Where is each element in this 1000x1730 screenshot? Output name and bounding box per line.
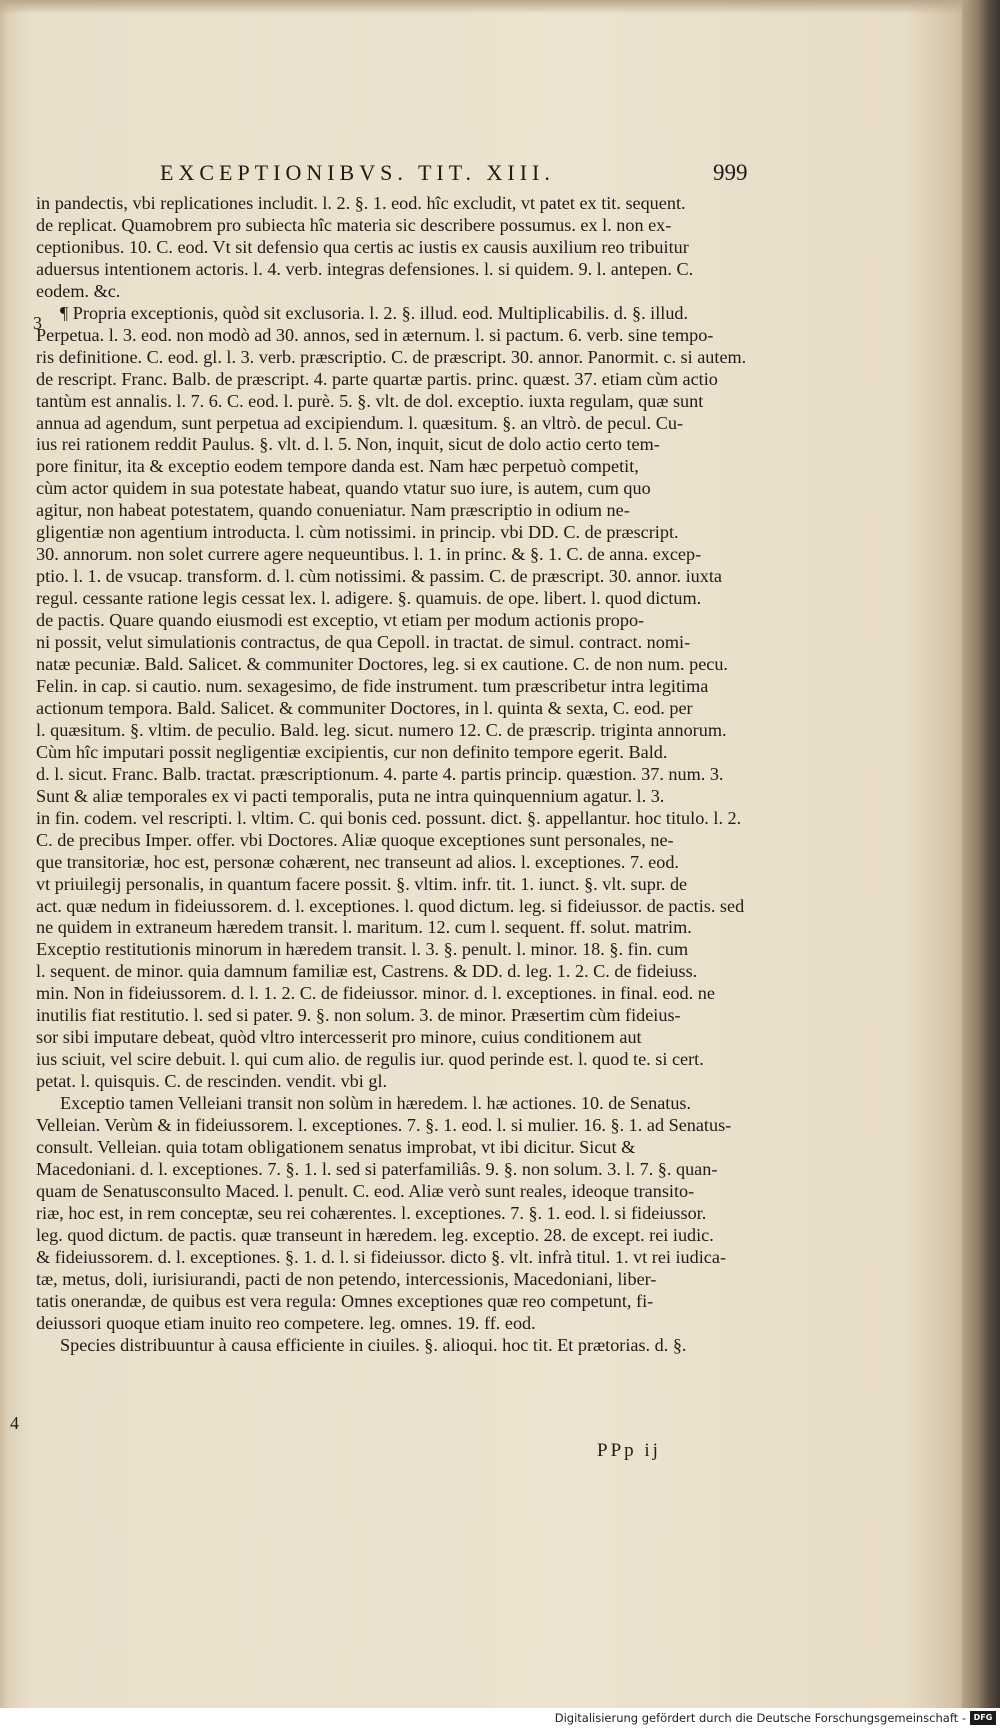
text-line: de replicat. Quamobrem pro subiecta hîc materia sic describere possumus. ex l. non ex- <box>36 214 672 235</box>
text-line: ¶ Propria exceptionis, quòd sit exclusoria. l. 2. §. illud. eod. Multiplicabilis. d. §. illud. <box>60 302 689 323</box>
text-line: 30. annorum. non solet currere agere nequeuntibus. l. 1. in princ. & §. 1. C. de anna. excep- <box>36 544 702 565</box>
text-line: ptio. l. 1. de vsucap. transform. d. l. cùm notissimi. & passim. C. de præscript. 30. annor. iuxta <box>36 566 723 587</box>
text-line: Perpetua. l. 3. eod. non modò ad 30. annos, sed in æternum. l. si pactum. 6. verb. sine tempo- <box>36 324 714 345</box>
digitization-footer <box>0 1708 1000 1730</box>
text-line: aduersus intentionem actoris. l. 4. verb. integras defensiones. l. si quidem. 9. l. antepen. C. <box>36 258 694 279</box>
text-line: d. l. sicut. Franc. Balb. tractat. præscriptionum. 4. parte 4. partis princip. quæstion. 37. num. 3. <box>36 763 724 784</box>
text-line: ius sciuit, vel scire debuit. l. qui cum alio. de regulis iur. quod perinde est. l. quod te. si cert. <box>36 1049 704 1070</box>
text-line: tæ, metus, doli, iurisiurandi, pacti de non petendo, intercessionis, Macedoniani, liber- <box>36 1268 657 1289</box>
text-line: deiussori quoque etiam inuito reo competere. leg. omnes. 19. ff. eod. <box>36 1312 536 1333</box>
page-number: 999 <box>713 160 748 185</box>
text-line: regul. cessante ratione legis cessat lex. l. adigere. §. quamuis. de ope. libert. l. quod dictum. <box>36 588 702 609</box>
text-line: cùm actor quidem in sua potestate habeat, quando vtatur suo iure, is autem, cum quo <box>36 478 651 499</box>
text-line: leg. quod dictum. de pactis. quæ transeunt in hæredem. leg. exceptio. 28. de except. rei iudic. <box>36 1224 714 1245</box>
text-line: consult. Velleian. quia totam obligationem senatus improbat, vt ibi dicitur. Sicut & <box>36 1136 636 1157</box>
footer-credit: Digitalisierung gefördert durch die Deutsche Forschungsgemeinschaft - <box>554 1711 966 1725</box>
text-line: annua ad agendum, sunt perpetua ad excipiendum. l. quæsitum. §. an vltrò. de pecul. Cu- <box>36 412 684 433</box>
margin-section-number: 4 <box>10 1413 19 1433</box>
text-line: tatis onerandæ, de quibus est vera regula: Omnes exceptiones quæ reo competunt, fi- <box>36 1290 654 1311</box>
text-line: l. sequent. de minor. quia damnum familiæ est, Castrens. & DD. d. leg. 1. 2. C. de fideiuss. <box>36 961 698 982</box>
text-line: Exceptio tamen Velleiani transit non solùm in hæredem. l. hæ actiones. 10. de Senatus. <box>60 1093 692 1114</box>
text-line: pore finitur, ita & exceptio eodem tempore danda est. Nam hæc perpetuò competit, <box>36 456 639 477</box>
text-line: min. Non in fideiussorem. d. l. 1. 2. C. de fideiussor. minor. d. l. exceptiones. in final. eod. ne <box>36 983 715 1004</box>
text-line: sor sibi imputare debeat, quòd vltro intercesserit pro minore, cuius conditionem aut <box>36 1027 642 1048</box>
text-line: Macedoniani. d. l. exceptiones. 7. §. 1. l. sed si paterfamiliâs. 9. §. non solum. 3. l. 7. §. quan- <box>36 1158 718 1179</box>
text-line: act. quæ nedum in fideiussorem. d. l. exceptiones. l. quod dictum. leg. si fideiussor. de pactis. sed <box>36 895 745 916</box>
text-line: Felin. in cap. si cautio. num. sexagesimo, de fide instrument. tum præscribetur intra legitima <box>36 675 709 696</box>
text-line: de rescript. Franc. Balb. de præscript. 4. parte quartæ partis. princ. quæst. 37. etiam cùm actio <box>36 368 718 389</box>
signature-mark: PPp ij <box>597 1440 661 1461</box>
text-line: Exceptio restitutionis minorum in hæredem transit. l. 3. §. penult. l. minor. 18. §. fin. cum <box>36 939 689 960</box>
text-line: in pandectis, vbi replicationes includit. l. 2. §. 1. eod. hîc excludit, vt patet ex tit. sequent. <box>36 193 686 213</box>
text-line: C. de precibus Imper. offer. vbi Doctores. Aliæ quoque exceptiones sunt personales, ne- <box>36 829 674 850</box>
text-line: ni possit, velut simulationis contractus, de qua Cepoll. in tractat. de simul. contract. nomi- <box>36 632 691 653</box>
dfg-logo: DFG <box>970 1711 996 1725</box>
text-line: quam de Senatusconsulto Maced. l. penult. C. eod. Aliæ verò sunt reales, ideoque transito- <box>36 1180 695 1201</box>
text-line: Sunt & aliæ temporales ex vi pacti temporalis, puta ne intra quinquennium agatur. l. 3. <box>36 785 665 806</box>
text-line: ius rei rationem reddit Paulus. §. vlt. d. l. 5. Non, inquit, sicut de dolo actio certo tem- <box>36 434 660 455</box>
margin-section-number: 3 <box>33 313 42 333</box>
page-top-shadow <box>0 0 985 14</box>
text-line: Species distribuuntur à causa efficiente in ciuiles. §. alioqui. hoc tit. Et prætorias. d. §. <box>60 1334 687 1355</box>
text-line: Cùm hîc imputari possit negligentiæ excipientis, cur non definito tempore egerit. Bald. <box>36 741 668 762</box>
text-line: ne quidem in extraneum hæredem transit. l. maritum. 12. cum l. sequent. ff. solut. matrim. <box>36 917 692 938</box>
page-gutter-shadow <box>962 0 1000 1708</box>
text-line: riæ, hoc est, in rem conceptæ, seu rei cohærentes. l. exceptiones. 7. §. 1. eod. l. si fideiussor. <box>36 1202 707 1223</box>
text-line: in fin. codem. vel rescripti. l. vltim. C. qui bonis ced. possunt. dict. §. appellantur. hoc titulo. l. 2. <box>36 807 742 828</box>
text-line: inutilis fiat restitutio. l. sed si pater. 9. §. non solum. 3. de minor. Præsertim cùm fideius- <box>36 1005 681 1026</box>
body-text-block <box>36 193 754 1357</box>
text-line: & fideiussorem. d. l. exceptiones. §. 1. d. l. si fideiussor. dicto §. vlt. infrà titul. 1. vt rei iudica- <box>36 1246 726 1267</box>
text-line: natæ pecuniæ. Bald. Salicet. & communiter Doctores, leg. si ex cautione. C. de non num. pecu. <box>36 654 728 675</box>
running-title: EXCEPTIONIBVS. TIT. XIII. <box>160 160 555 185</box>
text-line: eodem. &c. <box>36 280 121 301</box>
text-line: ris definitione. C. eod. gl. l. 3. verb. præscriptio. C. de præscript. 30. annor. Panormit. c. si autem. <box>36 346 747 367</box>
text-line: que transitoriæ, hoc est, personæ cohærent, nec transeunt ad alios. l. exceptiones. 7. eod. <box>36 851 679 872</box>
text-line: petat. l. quisquis. C. de rescinden. vendit. vbi gl. <box>36 1071 388 1092</box>
text-line: l. quæsitum. §. vltim. de peculio. Bald. leg. sicut. numero 12. C. de præscrip. triginta annorum. <box>36 719 727 740</box>
text-line: agitur, non habeat potestatem, quando conueniatur. Nam præscriptio in odium ne- <box>36 500 630 521</box>
text-line: ceptionibus. 10. C. eod. Vt sit defensio qua certis ac iustis ex causis auxilium reo tribuitur <box>36 236 689 257</box>
text-line: tantùm est annalis. l. 7. 6. C. eod. l. purè. 5. §. vlt. de dol. exceptio. iuxta regulam, quæ sunt <box>36 390 704 411</box>
text-line: vt priuilegij personalis, in quantum facere possit. §. vltim. infr. tit. 1. iunct. §. vlt. supr. de <box>36 873 688 894</box>
text-line: de pactis. Quare quando eiusmodi est exceptio, vt etiam per modum actionis propo- <box>36 610 645 631</box>
text-line: actionum tempora. Bald. Salicet. & communiter Doctores, in l. quinta & sexta, C. eod. per <box>36 697 693 718</box>
text-line: gligentiæ non agentium introducta. l. cùm notissimi. in princip. vbi DD. C. de præscript. <box>36 522 679 543</box>
text-line: Velleian. Verùm & in fideiussorem. l. exceptiones. 7. §. 1. eod. l. si mulier. 16. §. 1. ad Senatus- <box>36 1115 732 1136</box>
